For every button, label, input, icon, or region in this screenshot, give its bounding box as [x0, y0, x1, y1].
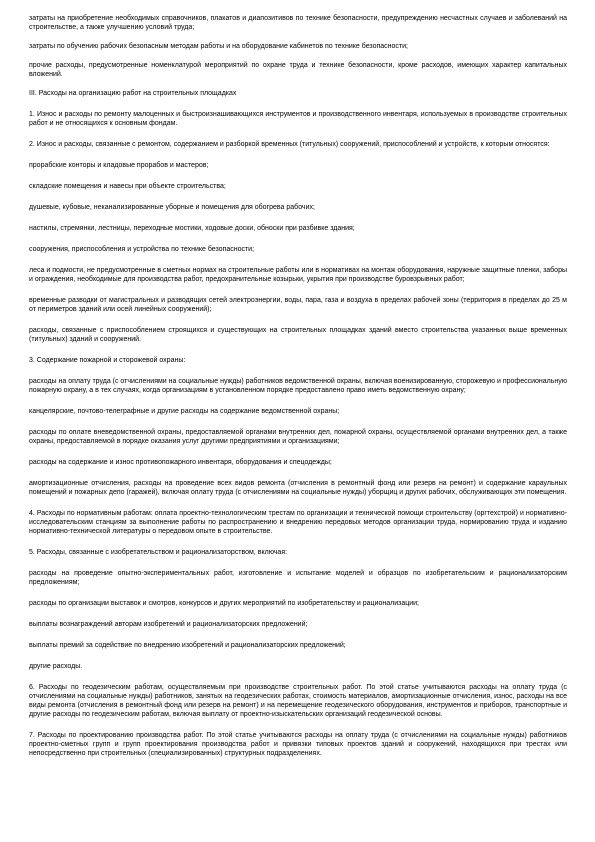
document-body	[29, 14, 567, 770]
paragraph: амортизационные отчисления, расходы на проведение всех видов ремонта (отчисления в ремонтный фонд или резерв на ремонт) и содержание караульных помещений и пожарных депо (гаражей), включая оплату труда (с отчислениями на социальные нужды) уборщиц и других рабочих, обслуживающих эти помещения.	[29, 480, 567, 496]
paragraph: сооружения, приспособления и устройства по технике безопасности;	[29, 246, 255, 253]
paragraph: леса и подмости, не предусмотренные в сметных нормах на строительные работы или в нормативах на монтаж оборудования, наружные защитные пленки, заборы и ограждения, необходимые для производства работ, предохранительные козырьки, укрытия при производстве буровзрывных работ;	[29, 267, 567, 283]
paragraph: временные разводки от магистральных и разводящих сетей электроэнергии, воды, пара, газа и воздуха в пределах рабочей зоны (территория в пределах до 25 м от периметров зданий или осей линейных сооружений);	[29, 297, 567, 313]
paragraph: душевые, кубовые, неканализированные уборные и помещения для обогрева рабочих;	[29, 204, 315, 211]
paragraph: расходы на оплату труда (с отчислениями на социальные нужды) работников ведомственной охраны, включая военизированную, сторожевую и профессиональную пожарную охрану, а в тех случаях, когда организациям в установленном порядке предоставлено право иметь ведомственную охрану;	[29, 378, 567, 394]
paragraph: расходы по оплате вневедомственной охраны, предоставляемой органами внутренних дел, пожарной охраны, осуществляемой органами внутренних дел, а также охраны, предоставляемой в порядке оказания услуг другими предприятиями и организациями;	[29, 429, 567, 445]
paragraph: прорабские конторы и кладовые прорабов и мастеров;	[29, 162, 209, 169]
paragraph: настилы, стремянки, лестницы, переходные мостики, ходовые доски, обноски при разбивке здания;	[29, 225, 355, 232]
paragraph: 7. Расходы по проектированию производства работ. По этой статье учитываются расходы на оплату труда (с отчислениями на социальные нужды) работников проектно-сметных групп и групп проектирования производства работ и привязки типовых проектов зданий и сооружений, находящихся при трестах или непосредственно при строительных (специализированных) структурных подразделениях.	[29, 732, 567, 757]
paragraph: расходы на содержание и износ противопожарного инвентаря, оборудования и спецодежды;	[29, 459, 332, 466]
paragraph: расходы, связанные с приспособлением строящихся и существующих на строительных площадках зданий вместо строительства указанных выше временных (титульных) зданий и сооружений.	[29, 327, 567, 343]
section-heading: III. Расходы на организацию работ на строительных площадках	[29, 90, 237, 97]
paragraph: выплаты премий за содействие по внедрению изобретений и рационализаторских предложений;	[29, 642, 346, 649]
paragraph: 1. Износ и расходы по ремонту малоценных и быстроизнашивающихся инструментов и производственного инвентаря, используемых в производстве строительных работ и не относящихся к основным фондам.	[29, 111, 567, 127]
paragraph: выплаты вознаграждений авторам изобретений и рационализаторских предложений;	[29, 621, 308, 628]
paragraph: расходы по организации выставок и смотров, конкурсов и других мероприятий по изобретательству и рационализации;	[29, 600, 419, 607]
paragraph: прочие расходы, предусмотренные номенклатурой мероприятий по охране труда и технике безопасности, кроме расходов, имеющих характер капитальных вложений.	[29, 62, 567, 78]
paragraph: 6. Расходы по геодезическим работам, осуществляемым при производстве строительных работ. По этой статье учитываются расходы на оплату труда (с отчислениями на социальные нужды) работников, занятых на геодезических работах, стоимость материалов, амортизационные отчисления, износ, расходы на все виды ремонта (отчисления в ремонтный фонд или резерв на ремонт) и на перемещение геодезического оборудования, инструментов и приборов, транспортные и другие расходы по геодезическим работам, включая выплату от проектно-изыскательских организаций геодезической основы.	[29, 684, 567, 718]
paragraph: расходы на проведение опытно-экспериментальных работ, изготовление и испытание моделей и образцов по изобретательским и рационализаторским предложениям;	[29, 570, 567, 586]
paragraph: 3. Содержание пожарной и сторожевой охраны:	[29, 357, 186, 364]
paragraph: 2. Износ и расходы, связанные с ремонтом, содержанием и разборкой временных (титульных) сооружений, приспособлений и устройств, к которым относятся:	[29, 141, 550, 148]
paragraph: затраты на приобретение необходимых справочников, плакатов и диапозитивов по технике безопасности, предупреждению несчастных случаев и заболеваний на строительстве, а также улучшению условий труда;	[29, 15, 567, 31]
paragraph: складские помещения и навесы при объекте строительства;	[29, 183, 226, 190]
paragraph: 5. Расходы, связанные с изобретательством и рационализаторством, включая:	[29, 549, 288, 556]
paragraph: затраты по обучению рабочих безопасным методам работы и на оборудование кабинетов по технике безопасности;	[29, 43, 408, 50]
paragraph: 4. Расходы по нормативным работам: оплата проектно-технологическим трестам по организации и технической помощи строительству (оргтехстрой) и нормативно-исследовательским станциям за выполнение работы по распространению и внедрению передовых методов организации труда, нормированию труда и изданию нормативно-технической литературы о передовом опыте в строительстве.	[29, 510, 567, 535]
paragraph: канцелярские, почтово-телеграфные и другие расходы на содержание ведомственной охраны;	[29, 408, 340, 415]
paragraph: другие расходы.	[29, 663, 83, 670]
